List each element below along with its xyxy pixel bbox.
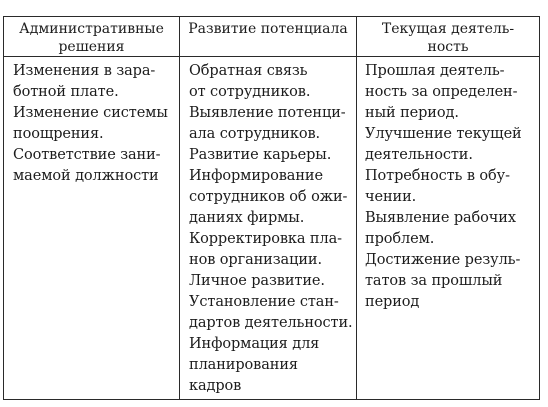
cell-line: ность за определен- bbox=[365, 84, 518, 100]
cell-line: Личное развитие. bbox=[189, 273, 325, 289]
cell-potential-development bbox=[180, 57, 357, 400]
cell-line: дартов деятельности. bbox=[189, 315, 353, 331]
header-line: ность bbox=[427, 39, 469, 55]
cell-line: Достижение резуль- bbox=[365, 252, 521, 268]
cell-line: ботной плате. bbox=[13, 84, 119, 100]
cell-line: сотрудников об ожи- bbox=[189, 189, 348, 205]
header-line: Развитие потенциала bbox=[188, 21, 348, 37]
header-line: решения bbox=[58, 39, 125, 55]
cell-line: Выявление потенци- bbox=[189, 105, 346, 121]
cell-line: планирования bbox=[189, 357, 298, 373]
cell-administrative-decisions bbox=[4, 57, 180, 400]
cell-line: Потребность в обу- bbox=[365, 168, 510, 184]
cell-line: от сотрудников. bbox=[189, 84, 311, 100]
cell-line: поощрения. bbox=[13, 126, 104, 142]
table-row bbox=[4, 57, 540, 400]
cell-line: Развитие карьеры. bbox=[189, 147, 332, 163]
cell-line: ала сотрудников. bbox=[189, 126, 321, 142]
cell-line: Изменения в зара- bbox=[13, 63, 156, 79]
header-current-activity bbox=[357, 17, 540, 57]
cell-line: Соответствие зани- bbox=[13, 147, 161, 163]
cell-line: ный период. bbox=[365, 105, 459, 121]
cell-line: деятельности. bbox=[365, 147, 473, 163]
cell-line: Корректировка пла- bbox=[189, 231, 342, 247]
header-line: Административные bbox=[19, 21, 164, 37]
cell-line: Обратная связь bbox=[189, 63, 308, 79]
cell-line: чении. bbox=[365, 189, 417, 205]
cell-line: Установление стан- bbox=[189, 294, 339, 310]
cell-line: Прошлая деятель- bbox=[365, 63, 505, 79]
cell-line: маемой должности bbox=[13, 168, 159, 184]
header-administrative-decisions bbox=[4, 17, 180, 57]
appraisal-purposes-table bbox=[3, 16, 540, 400]
cell-line: даниях фирмы. bbox=[189, 210, 305, 226]
header-line: Текущая деятель- bbox=[381, 21, 515, 37]
cell-line: нов организации. bbox=[189, 252, 322, 268]
cell-current-activity bbox=[357, 57, 540, 400]
cell-line: кадров bbox=[189, 378, 242, 394]
cell-line: Выявление рабочих bbox=[365, 210, 516, 226]
cell-line: период bbox=[365, 294, 420, 310]
cell-line: Изменение системы bbox=[13, 105, 168, 121]
cell-line: Улучшение текущей bbox=[365, 126, 522, 142]
cell-line: Информация для bbox=[189, 336, 320, 352]
cell-line: Информирование bbox=[189, 168, 323, 184]
cell-line: проблем. bbox=[365, 231, 435, 247]
table-header-row bbox=[4, 17, 540, 57]
header-potential-development bbox=[180, 17, 357, 57]
cell-line: татов за прошлый bbox=[365, 273, 503, 289]
